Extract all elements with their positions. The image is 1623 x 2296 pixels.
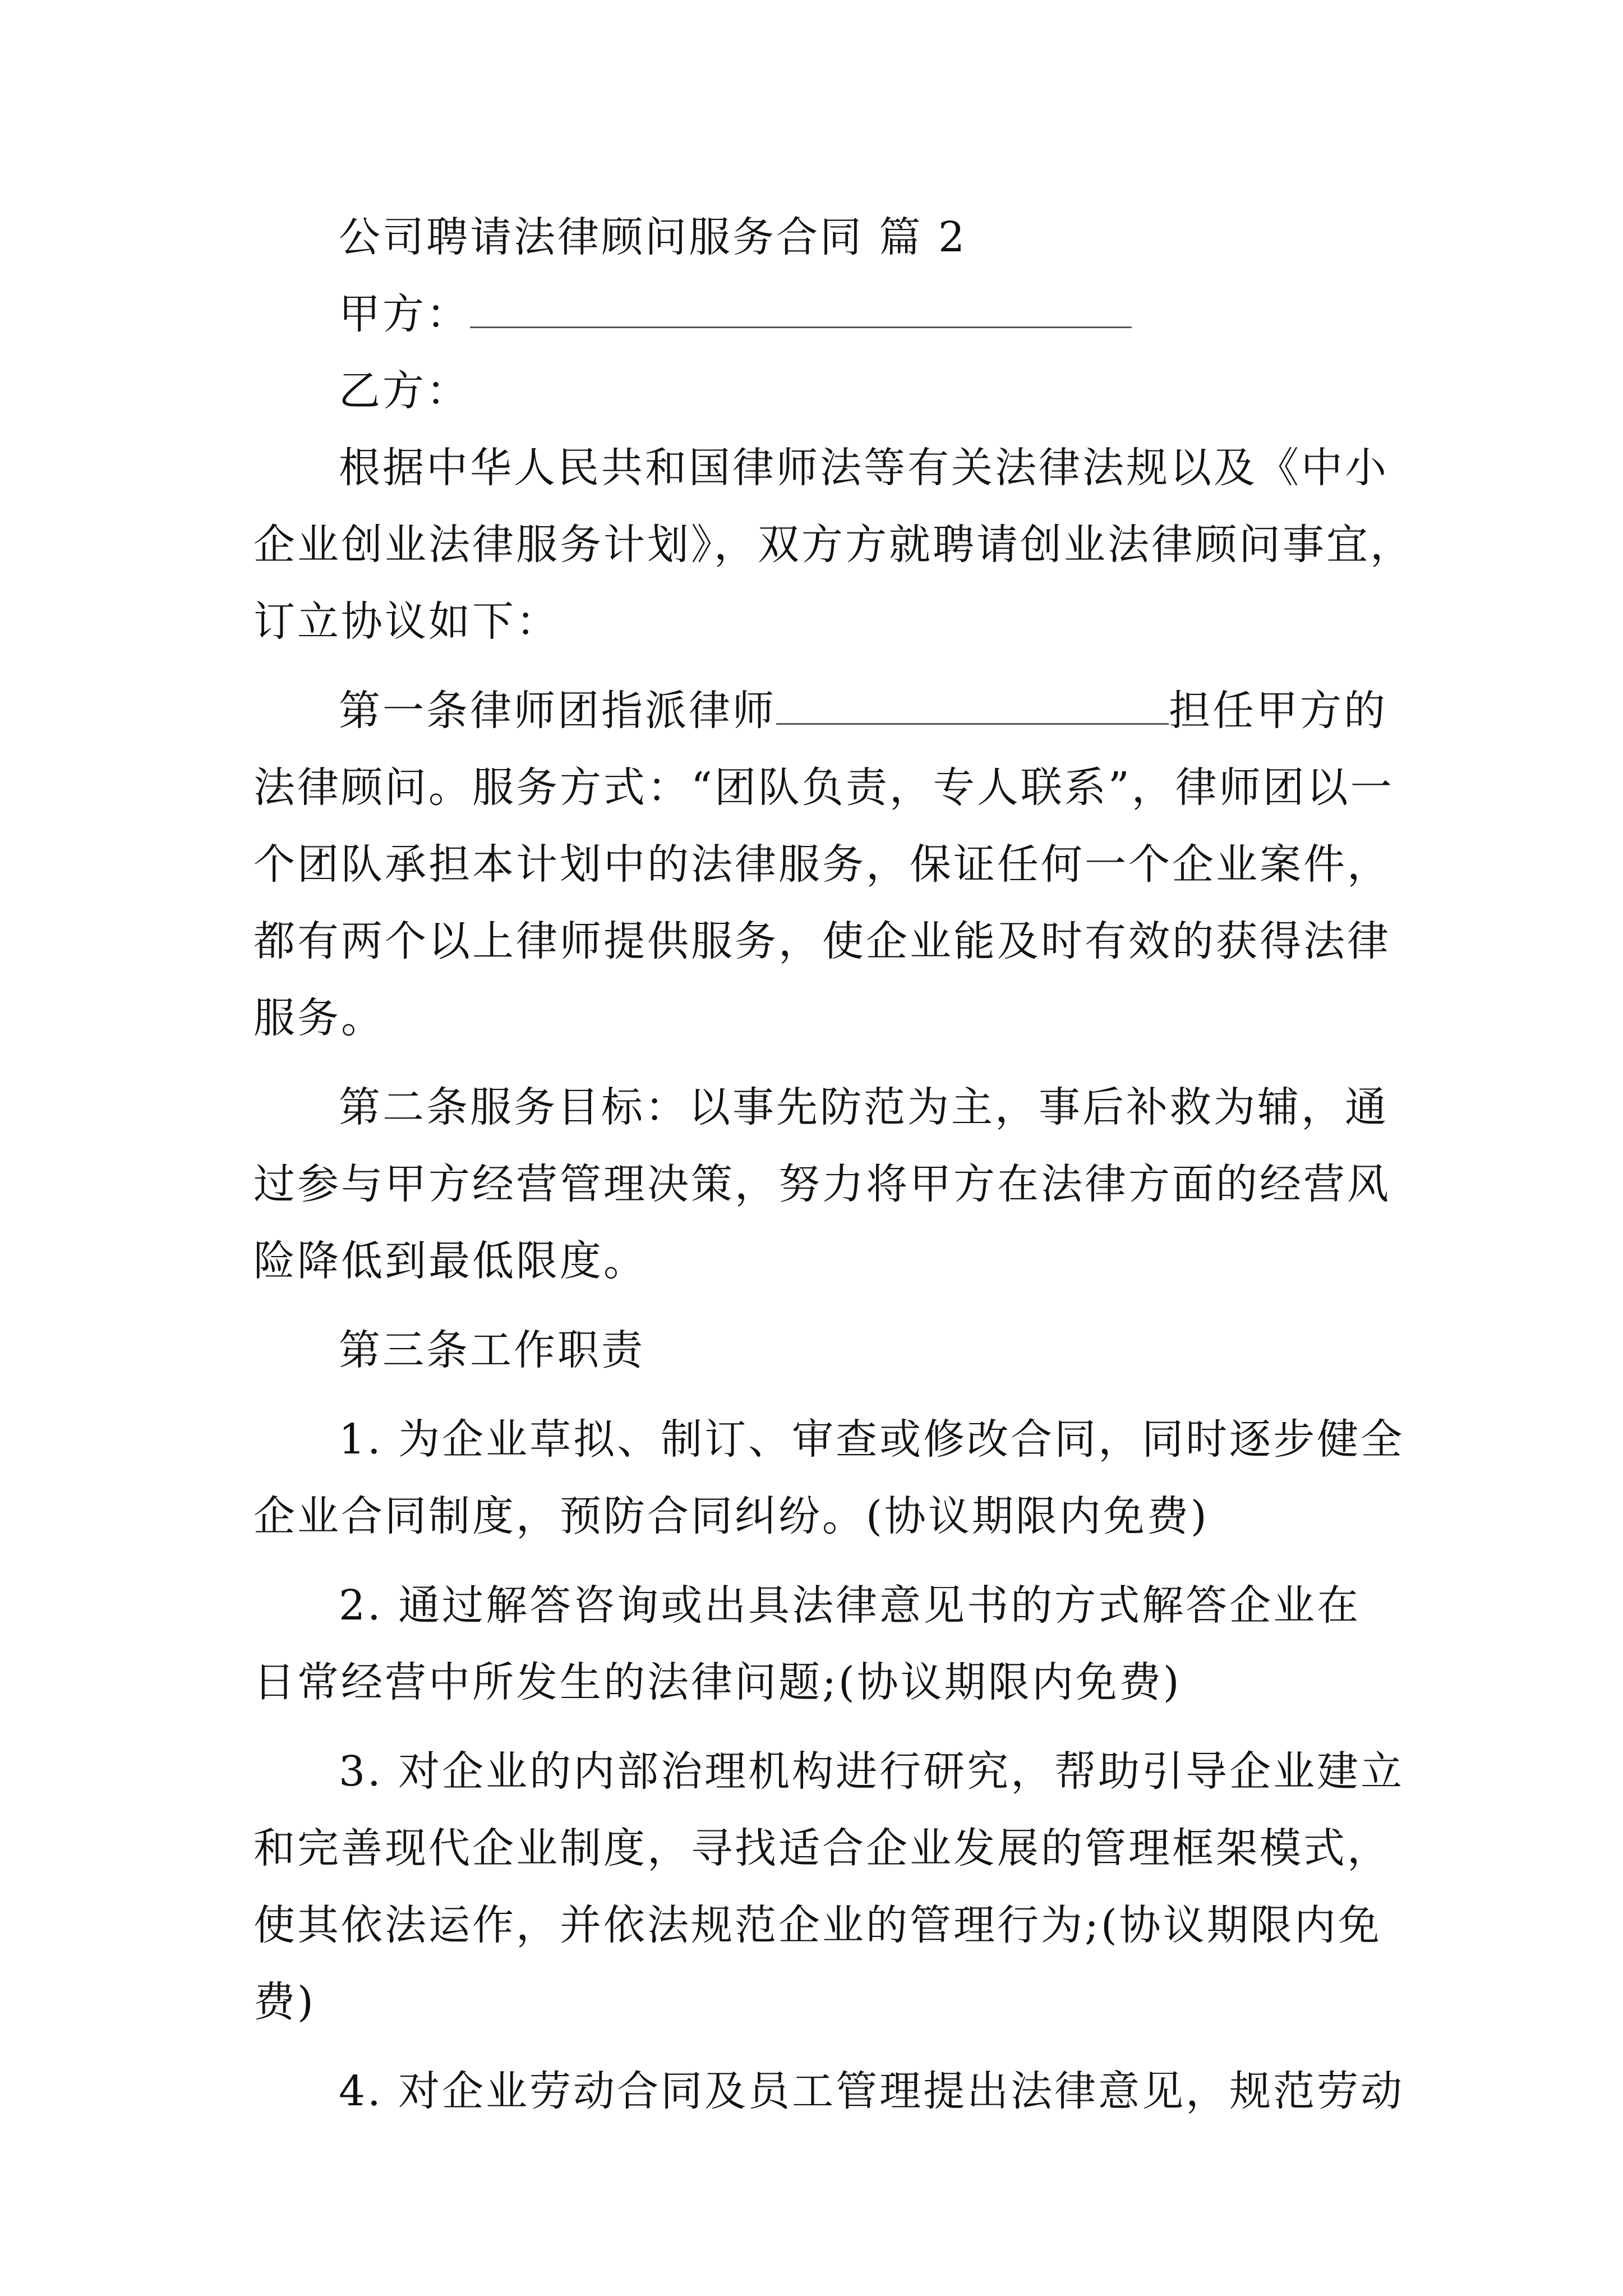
party-b-label: 乙方： xyxy=(339,367,470,415)
article2-line-3: 险降低到最低限度。 xyxy=(253,1237,647,1285)
article1-line-2: 法律顾问。服务方式：“团队负责，专人联系”，律师团以一 xyxy=(253,763,1394,812)
duty3-line-1: 3. 对企业的内部治理机构进行研究，帮助引导企业建立 xyxy=(339,1747,1405,1796)
duty3-line-4: 费) xyxy=(253,1978,316,2026)
duty1-line-1: 1. 为企业草拟、制订、审查或修改合同，同时逐步健全 xyxy=(339,1415,1405,1464)
party-a-line xyxy=(253,276,1389,353)
article3-heading: 第三条工作职责 xyxy=(339,1326,645,1374)
duty4-line-1: 4. 对企业劳动合同及员工管理提出法律意见，规范劳动 xyxy=(339,2067,1405,2115)
document-body xyxy=(253,199,1414,2130)
article1-after-blank: 担任甲方的 xyxy=(1169,687,1387,735)
preamble-line-3: 订立协议如下： xyxy=(253,597,560,646)
duty2-line-2: 日常经营中所发生的法律问题;(协议期限内免费) xyxy=(253,1658,1182,1706)
party-a-label: 甲方： xyxy=(339,290,470,338)
preamble-line-2: 企业创业法律服务计划》，双方方就聘请创业法律顾问事宜， xyxy=(253,521,1414,569)
preamble-line-1: 根据中华人民共和国律师法等有关法律法规以及《中小 xyxy=(339,444,1389,492)
duty3-line-2: 和完善现代企业制度，寻找适合企业发展的管理框架模式， xyxy=(253,1824,1391,1872)
article1-before-blank: 第一条律师团指派律师 xyxy=(339,687,776,735)
article1-line-5: 服务。 xyxy=(253,994,385,1042)
lawyer-name-blank xyxy=(776,689,1169,725)
duty2-line-1: 2. 通过解答咨询或出具法律意见书的方式解答企业在 xyxy=(339,1581,1361,1630)
article1-line-3: 个团队承担本计划中的法律服务，保证任何一个企业案件， xyxy=(253,840,1391,889)
document-title: 公司聘请法律顾问服务合同 篇 2 xyxy=(339,213,967,261)
article2-line-2: 过参与甲方经营管理决策，努力将甲方在法律方面的经营风 xyxy=(253,1160,1391,1208)
article2-line-1: 第二条服务目标：以事先防范为主，事后补救为辅，通 xyxy=(339,1083,1389,1131)
party-a-blank xyxy=(470,293,1132,328)
duty1-line-2: 企业合同制度，预防合同纠纷。(协议期限内免费) xyxy=(253,1492,1209,1540)
article1-line-4: 都有两个以上律师提供服务，使企业能及时有效的获得法律 xyxy=(253,917,1391,965)
article1-first-line xyxy=(253,673,1389,749)
duty3-line-3: 使其依法运作，并依法规范企业的管理行为;(协议期限内免 xyxy=(253,1901,1382,1949)
